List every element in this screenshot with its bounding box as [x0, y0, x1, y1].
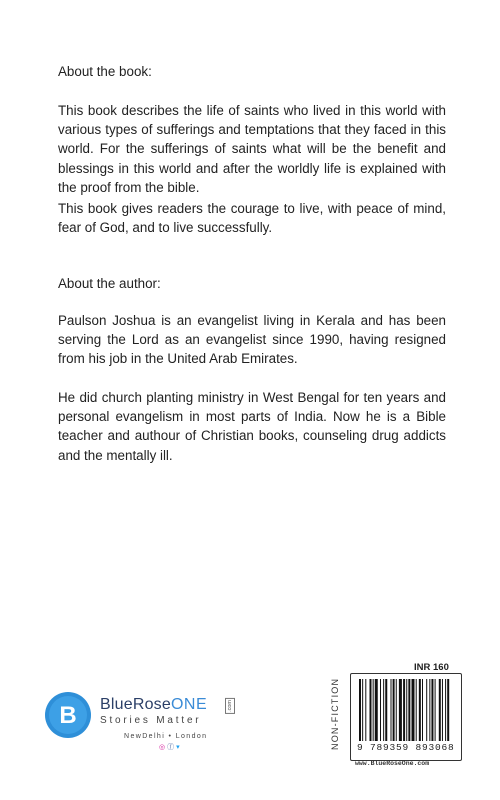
barcode-bar	[391, 679, 392, 741]
barcode-bar	[435, 679, 436, 741]
publisher-website: www.BlueRoseOne.com	[355, 760, 430, 767]
about-author-paragraph-2: He did church planting ministry in West Bengal for ten years and personal evangelism in most parts of India. Now he is a Bible teacher and authour of Christian books, counseling drug addicts and the mentally ill.	[58, 390, 446, 463]
barcode-bar	[419, 679, 421, 741]
barcode-bar	[380, 679, 381, 741]
publisher-tagline: Stories Matter	[100, 715, 202, 726]
barcode-bar	[431, 679, 433, 741]
social-icons	[159, 744, 180, 752]
about-author-paragraph-1: Paulson Joshua is an evangelist living in Kerala and has been serving the Lord as an evangelist since 1990, having resigned from his job in the United Arab Emirates.	[58, 313, 446, 367]
logo-letter: B	[59, 702, 77, 729]
barcode-bar	[362, 679, 363, 741]
about-book-paragraph-2: This book gives readers the courage to live, with peace of mind, fear of God, and to live successfully.	[58, 201, 446, 236]
barcode-bar	[396, 679, 397, 741]
barcode-bar	[408, 679, 410, 741]
barcode-bar	[385, 679, 387, 741]
barcode-bars	[359, 679, 455, 741]
barcode-bar	[412, 679, 415, 741]
barcode-bar	[422, 679, 423, 741]
price-label: INR 160	[414, 662, 449, 673]
about-author-heading: About the author:	[58, 276, 161, 291]
barcode-bar	[442, 679, 443, 741]
twitter-icon: ▾	[176, 744, 180, 751]
isbn-number: 9 789359 893068	[357, 742, 455, 753]
instagram-icon: ◎	[159, 744, 166, 751]
barcode-bar	[373, 679, 374, 741]
about-book-paragraph-1: This book describes the life of saints who lived in this world with various types of sufferings and temptations that they faced in this world. For the sufferings of saints what will be the benefit and blessings in this world and after the worldly life is explained with the proof from the bible.	[58, 103, 446, 195]
barcode-bar	[406, 679, 407, 741]
barcode-bar	[393, 679, 395, 741]
barcode-bar	[359, 679, 361, 741]
bluerose-logo-icon	[44, 691, 92, 739]
publisher-side-text: .com	[227, 700, 233, 712]
publisher-name: BlueRoseONE	[100, 696, 208, 713]
barcode	[350, 673, 462, 761]
barcode-bar	[439, 679, 441, 741]
barcode-bar	[365, 679, 366, 741]
barcode-bar	[447, 679, 449, 741]
facebook-icon: ⓕ	[167, 744, 175, 751]
barcode-bar	[445, 679, 446, 741]
about-book-heading: About the book:	[58, 64, 152, 79]
barcode-bar	[370, 679, 372, 741]
genre-label: NON-FICTION	[330, 677, 340, 751]
barcode-bar	[426, 679, 427, 741]
barcode-bar	[416, 679, 417, 741]
barcode-bar	[375, 679, 378, 741]
barcode-bar	[399, 679, 402, 741]
barcode-bar	[383, 679, 384, 741]
publisher-locations: NewDelhi • London	[124, 733, 208, 740]
barcode-bar	[403, 679, 405, 741]
barcode-bar	[429, 679, 430, 741]
